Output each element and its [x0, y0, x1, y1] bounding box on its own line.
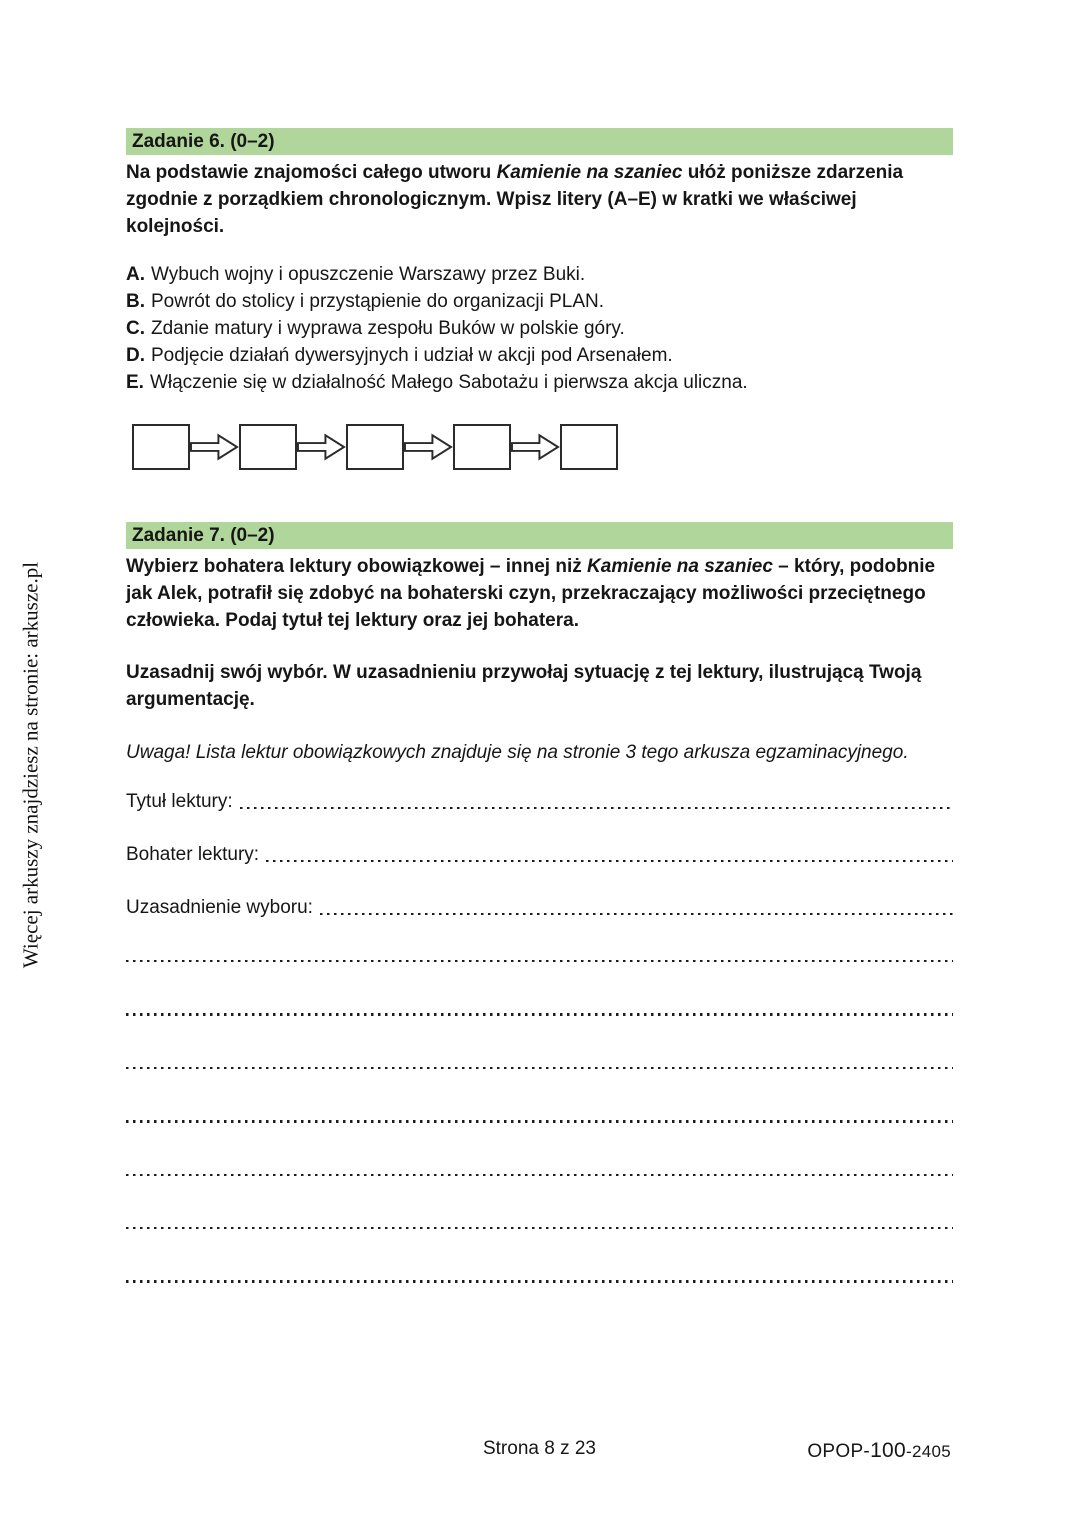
- task6-event-list: [126, 261, 953, 396]
- field-label: Bohater lektury:: [126, 844, 260, 865]
- list-item: [126, 342, 953, 369]
- answer-line: [126, 960, 953, 962]
- event-text: Włączenie się w działalność Małego Sabotażu i pierwsza akcja uliczna.: [149, 372, 748, 393]
- answer-line: [126, 1227, 953, 1229]
- task7-book-title: Kamienie na szaniec: [587, 556, 773, 577]
- arrow-right-icon: [297, 432, 346, 462]
- form-code: [807, 1439, 951, 1463]
- list-item: [126, 369, 953, 396]
- answer-dots: [320, 894, 953, 921]
- answer-box: [560, 424, 618, 470]
- answer-line: [126, 1067, 953, 1069]
- task6-instruction-part1: Na podstawie znajomości całego utworu: [126, 162, 497, 183]
- page-number: Strona 8 z 23: [482, 1438, 597, 1459]
- event-letter: E.: [126, 372, 144, 393]
- form-code-part: OPOP-: [807, 1441, 871, 1462]
- list-item: [126, 261, 953, 288]
- event-text: Wybuch wojny i opuszczenie Warszawy przez Buki.: [151, 264, 586, 285]
- list-item: [126, 288, 953, 315]
- sequence-diagram: [132, 424, 953, 470]
- task7-instruction-part2: – który, podobnie jak Alek, potrafił się zdobyć na bohaterski czyn, przekraczający możliwości przeciętnego człowieka. Podaj tytuł tej lektury oraz jej bohatera.: [126, 556, 936, 631]
- task6-book-title: Kamienie na szaniec: [496, 162, 683, 183]
- answer-lines: [126, 960, 953, 1283]
- answer-fields: [126, 788, 953, 921]
- form-code-part: -2405: [906, 1442, 951, 1461]
- answer-line: [126, 1013, 953, 1015]
- field-label: Uzasadnienie wyboru:: [126, 897, 313, 918]
- sidebar-watermark: Więcej arkuszy znajdziesz na stronie: arkusze.pl: [18, 561, 43, 969]
- event-text: Podjęcie działań dywersyjnych i udział w akcji pod Arsenałem.: [151, 345, 673, 366]
- answer-box: [239, 424, 297, 470]
- answer-box: [346, 424, 404, 470]
- answer-box: [453, 424, 511, 470]
- task6-instruction: [126, 159, 953, 240]
- event-letter: A.: [126, 264, 145, 285]
- task7-instruction: [126, 553, 953, 634]
- answer-box: [132, 424, 190, 470]
- answer-dots: [266, 841, 953, 868]
- task6-section: [126, 128, 953, 470]
- arrow-right-icon: [404, 432, 453, 462]
- task6-header: Zadanie 6. (0–2): [126, 128, 953, 155]
- event-letter: B.: [126, 291, 145, 312]
- form-code-part: 100: [870, 1439, 907, 1462]
- page-footer: [126, 1438, 953, 1464]
- task6-instruction-part2: ułóż poniższe zdarzenia zgodnie z porządkiem chronologicznym. Wpisz litery (A–E) w kratki we właściwej kolejności.: [126, 162, 904, 237]
- answer-dots: [240, 788, 953, 815]
- event-text: Zdanie matury i wyprawa zespołu Buków w polskie góry.: [151, 318, 625, 339]
- list-item: [126, 315, 953, 342]
- task7-header: Zadanie 7. (0–2): [126, 522, 953, 549]
- field-label: Tytuł lektury:: [126, 791, 233, 812]
- answer-line: [126, 1120, 953, 1122]
- arrow-right-icon: [190, 432, 239, 462]
- task7-section: [126, 522, 953, 1283]
- exam-page-content: [126, 128, 953, 1283]
- task7-note: Uwaga! Lista lektur obowiązkowych znajduje się na stronie 3 tego arkusza egzaminacyjnego.: [126, 742, 909, 763]
- field-book-title: [126, 788, 953, 815]
- answer-line: [126, 1280, 953, 1282]
- field-book-hero: [126, 841, 953, 868]
- answer-line: [126, 1174, 953, 1176]
- event-letter: D.: [126, 345, 145, 366]
- task7-instruction-part1: Wybierz bohatera lektury obowiązkowej – innej niż: [126, 556, 588, 577]
- arrow-right-icon: [511, 432, 560, 462]
- field-justification: [126, 894, 953, 921]
- task7-justify-instruction: Uzasadnij swój wybór. W uzasadnieniu przywołaj sytuację z tej lektury, ilustrującą Twoją argumentację.: [126, 662, 922, 710]
- event-text: Powrót do stolicy i przystąpienie do organizacji PLAN.: [151, 291, 605, 312]
- event-letter: C.: [126, 318, 145, 339]
